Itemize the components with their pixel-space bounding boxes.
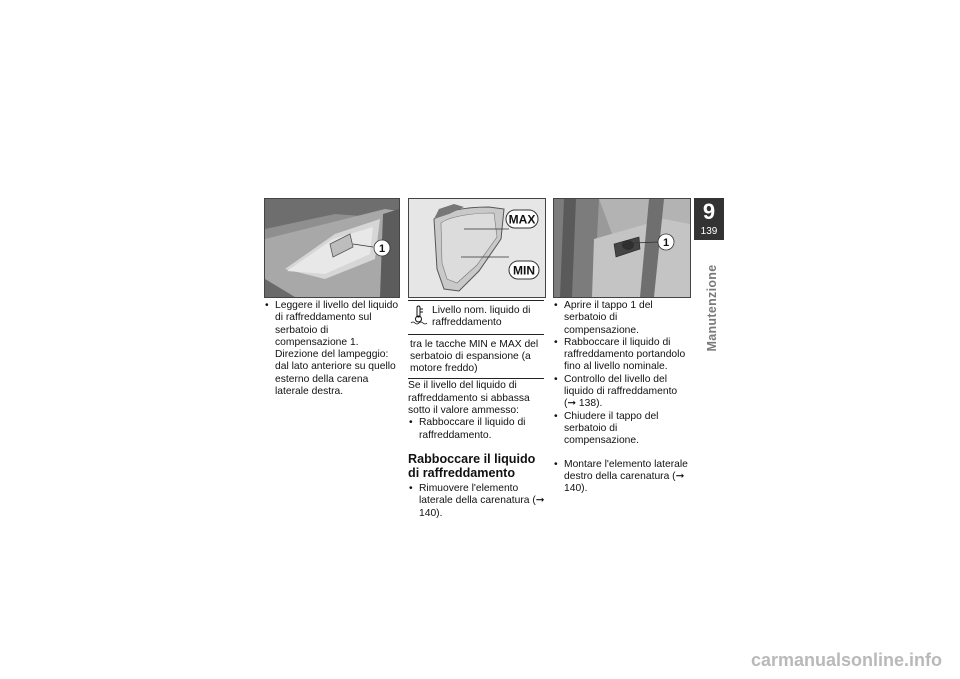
spec-header bbox=[408, 301, 544, 335]
column-3 bbox=[553, 300, 691, 495]
page-number: 139 bbox=[700, 226, 718, 237]
instruction-list bbox=[408, 417, 546, 442]
max-label: MAX bbox=[508, 212, 536, 227]
instruction-list bbox=[553, 300, 691, 495]
paragraph: Se il livello del liquido di raffreddamento si abbassa sotto il valore ammesso: bbox=[408, 380, 530, 417]
watermark: carmanualsonline.info bbox=[750, 650, 942, 670]
list-item: • Leggere il livello del liquido di raffreddamento sul serbatoio di compensazione 1. Direzione del lampeggio: dal lato anteriore su quello esterno della carena laterale destra. bbox=[264, 300, 400, 398]
section-heading: Rabboccare il liquido di raffreddamento bbox=[408, 451, 536, 480]
figure-min-max-marks bbox=[408, 198, 546, 298]
list-item: • Rabboccare il liquido di raffreddamento portandolo fino al livello nominale. bbox=[553, 337, 691, 374]
instruction-list bbox=[264, 300, 400, 398]
list-item: • Rimuovere l'elemento laterale della carenatura (➞ 140). bbox=[408, 483, 546, 520]
chapter-marker bbox=[694, 198, 724, 240]
chapter-number: 9 bbox=[702, 199, 716, 224]
column-2 bbox=[408, 300, 546, 520]
cap-photo bbox=[554, 199, 690, 297]
callout-1: 1 bbox=[378, 243, 386, 255]
min-max-diagram bbox=[409, 199, 545, 297]
list-item: • Chiudere il tappo del serbatoio di compensazione. bbox=[553, 411, 691, 448]
reservoir-photo bbox=[265, 199, 399, 297]
chapter-title bbox=[705, 248, 719, 368]
callout-1: 1 bbox=[662, 237, 670, 249]
thermometer-coolant-icon bbox=[410, 305, 432, 329]
column-1 bbox=[264, 300, 400, 398]
spec-value: tra le tacche MIN e MAX del serbatoio di espansione (a motore freddo) bbox=[410, 338, 539, 375]
min-label: MIN bbox=[513, 263, 535, 278]
chapter-title-text: Manutenzione bbox=[705, 264, 719, 352]
figure-reservoir-cap bbox=[553, 198, 691, 298]
list-item: • Controllo del livello del liquido di raffreddamento (➞ 138). bbox=[553, 374, 691, 411]
figure-reservoir-view bbox=[264, 198, 400, 298]
spec-label: Livello nom. liquido di raffreddamento bbox=[432, 305, 531, 329]
instruction-list bbox=[408, 483, 546, 520]
list-item: • Rabboccare il liquido di raffreddamento. bbox=[408, 417, 546, 442]
spec-table bbox=[408, 300, 544, 379]
list-item: • Aprire il tappo 1 del serbatoio di compensazione. bbox=[553, 300, 691, 337]
list-item: • Montare l'elemento laterale destro della carenatura (➞ 140). bbox=[553, 459, 691, 496]
